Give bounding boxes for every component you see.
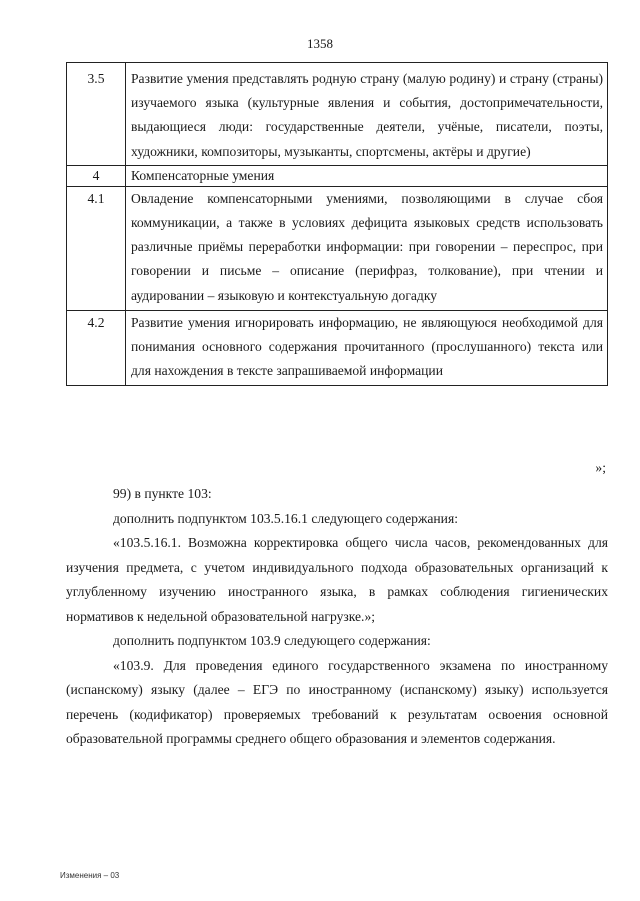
code-cell <box>67 63 126 166</box>
code-cell <box>67 310 126 386</box>
code-cell <box>67 165 126 186</box>
codifier-table <box>66 62 608 386</box>
paragraph-103-5-16-1: «103.5.16.1. Возможна корректировка общего числа часов, рекомендованных для изучения предмета, с учетом индивидуального подхода образовательных организаций к углубленному изучению иностранного языка, в рамках соблюдения гигиенических нормативов к недельной образовательной нагрузке.»; <box>66 535 608 624</box>
row-code: 3.5 <box>87 71 105 86</box>
row-description: Компенсаторные умения <box>131 167 275 183</box>
description-cell <box>126 186 608 310</box>
description-cell <box>126 63 608 166</box>
table-row <box>67 186 608 310</box>
paragraph-add-subclause: дополнить подпунктом 103.9 следующего содержания: <box>113 633 431 648</box>
row-code: 4.1 <box>87 190 105 206</box>
row-code: 4.2 <box>87 314 105 330</box>
row-code: 4 <box>92 167 100 183</box>
row-description: Развитие умения представлять родную страну (малую родину) и страну (страны) изучаемого языка (культурные явления и события, достопримечательности, выдающиеся люди: государственные деятели, учёные, писатели, поэты, художники, композиторы, музыканты, спортсмены, актёры и другие) <box>131 71 603 159</box>
page-number: 1358 <box>307 36 333 51</box>
footer-note: Изменения – 03 <box>60 871 120 880</box>
description-cell <box>126 165 608 186</box>
description-cell <box>126 310 608 386</box>
table-row <box>67 63 608 166</box>
code-cell <box>67 186 126 310</box>
paragraph-103-9: «103.9. Для проведения единого государственного экзамена по иностранному (испанскому) языку (далее – ЕГЭ по иностранному (испанскому) языку) используется перечень (кодификатор) проверяемых требований к результатам освоения основной образовательной программы среднего общего образования и элементов содержания. <box>66 657 608 746</box>
row-description: Овладение компенсаторными умениями, позволяющими в случае сбоя коммуникации, а также в условиях дефицита языковых средств использовать различные приёмы переработки информации: при говорении – переспрос, при говорении и письме – описание (перифраз, толкование), при чтении и аудировании – языковую и контекстуальную догадку <box>131 190 603 303</box>
table-row <box>67 310 608 386</box>
row-description: Развитие умения игнорировать информацию, не являющуюся необходимой для понимания основного содержания прочитанного (прослушанного) текста или для нахождения в тексте запрашиваемой информации <box>131 314 603 379</box>
paragraph-item-99: 99) в пункте 103: <box>113 486 212 501</box>
amendment-text <box>66 482 608 752</box>
table-row <box>67 165 608 186</box>
closing-quote: »; <box>595 460 606 475</box>
paragraph-add-subclause: дополнить подпунктом 103.5.16.1 следующего содержания: <box>113 510 458 526</box>
